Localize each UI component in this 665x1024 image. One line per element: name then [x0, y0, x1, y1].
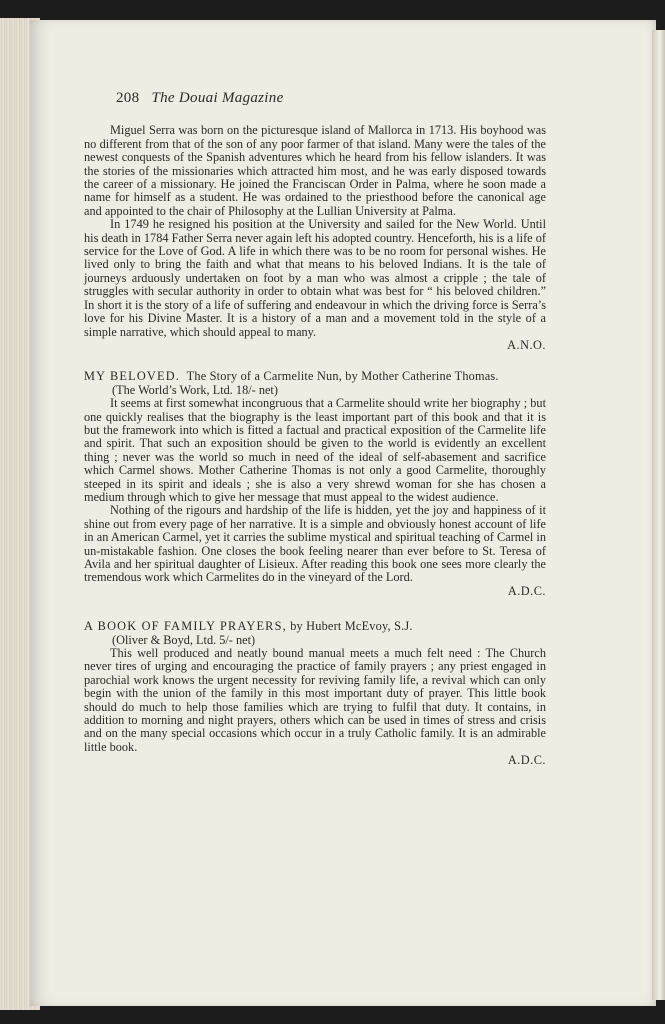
intro-review-body [84, 124, 546, 352]
publisher-info: (The World’s Work, Ltd. 18/- net) [112, 382, 278, 397]
paragraph: Miguel Serra was born on the picturesque island of Mallorca in 1713. His boyhood was no different from that of the son of any poor farmer of that island. Many were the tales of the newest conquests of the Spanish adventures which he heard from his fellow islanders. It was the stories of the missionaries which attracted him most, and he was early disposed towards the career of a missionary. He joined the Franciscan Order in Palma, where he soon made a name for himself as a student. He was ordained to the priesthood before the canonical age and appointed to the chair of Philosophy at the Lullian University at Palma. [84, 123, 546, 218]
review-title [84, 370, 546, 383]
review-title [84, 620, 546, 633]
page-content [84, 92, 546, 768]
book-title: MY BELOVED. [84, 369, 181, 384]
book-title: A BOOK OF FAMILY PRAYERS, [84, 619, 287, 634]
reviewer-initials: A.N.O. [507, 337, 546, 352]
paragraph: Nothing of the rigours and hardship of the life is hidden, yet the joy and happiness of it shine out from every page of her narrative. It is a simple and obviously honest account of life in an American Carmel, yet it carries the sublime mystical and spiritual teaching of Carmel in un-mistakable fashion. One closes the book feeling nearer than ever before to St. Teresa of Avila and her spiritual daughter of Lisieux. After reading this book one sees more clearly the tremendous work which Carmelites do in the vineyard of the Lord. [84, 503, 546, 585]
paragraph: This well produced and neatly bound manual meets a much felt need : The Church never tires of urging and encouraging the practice of family prayers ; any priest engaged in parochial work knows the urgent necessity for reviving family life, a revival which can only begin with the union of the family in this most important duty of prayer. This little book should do much to help those families which are trying to fulfil that duty. It contains, in addition to morning and night prayers, others which can be used in times of stress and crisis and on the many special occasions which occur in a truly Catholic family. It is an admirable little book. [84, 646, 546, 754]
reviewer-initials: A.D.C. [507, 583, 546, 598]
book-subtitle: by Hubert McEvoy, S.J. [290, 619, 413, 634]
page-gutter-edge [652, 30, 665, 1000]
paragraph: It seems at first somewhat incongruous that a Carmelite should write her biography ; but one quickly realises that the biography is the least important part of this book and that it is but the framework into which is fitted a factual and practical exposition of the Carmelite life and spirit. That such an exposition should be given to the world is evidently an excellent thing ; never was the world so much in need of the ideal of self-abasement and sacrifice which Carmel shows. Mother Catherine Thomas is not only a good Carmelite, thoroughly steeped in its spirit and ideals ; she is also a very shrewd woman for she has chosen a medium through which to give her message that must appeal to the widest audience. [84, 396, 546, 504]
publisher-info: (Oliver & Boyd, Ltd. 5/- net) [112, 632, 256, 647]
book-subtitle: The Story of a Carmelite Nun, by Mother Catherine Thomas. [186, 369, 499, 384]
review-family-prayers [84, 620, 546, 767]
reviewer-initials: A.D.C. [507, 753, 546, 768]
running-head [116, 92, 546, 105]
magazine-title: The Douai Magazine [151, 90, 284, 106]
page-number: 208 [116, 90, 140, 106]
review-my-beloved [84, 370, 546, 598]
paragraph: In 1749 he resigned his position at the University and sailed for the New World. Until his death in 1784 Father Serra never again left his adopted country. Henceforth, his is a life of service for the Love of God. A life in which there was to be no room for personal wishes. He lived only to bring the faith and what that means to his beloved Indians. It is the tale of journeys arduously undertaken on foot by a man who was almost a cripple ; the tale of struggles with secular authority in order to obtain what was best for “ his beloved children.” In short it is the story of a life of suffering and endeavour in which the driving force is Serra’s love for his Divine Master. It is a history of a man and a movement told in the style of a simple narrative, which should appeal to many. [84, 217, 546, 339]
